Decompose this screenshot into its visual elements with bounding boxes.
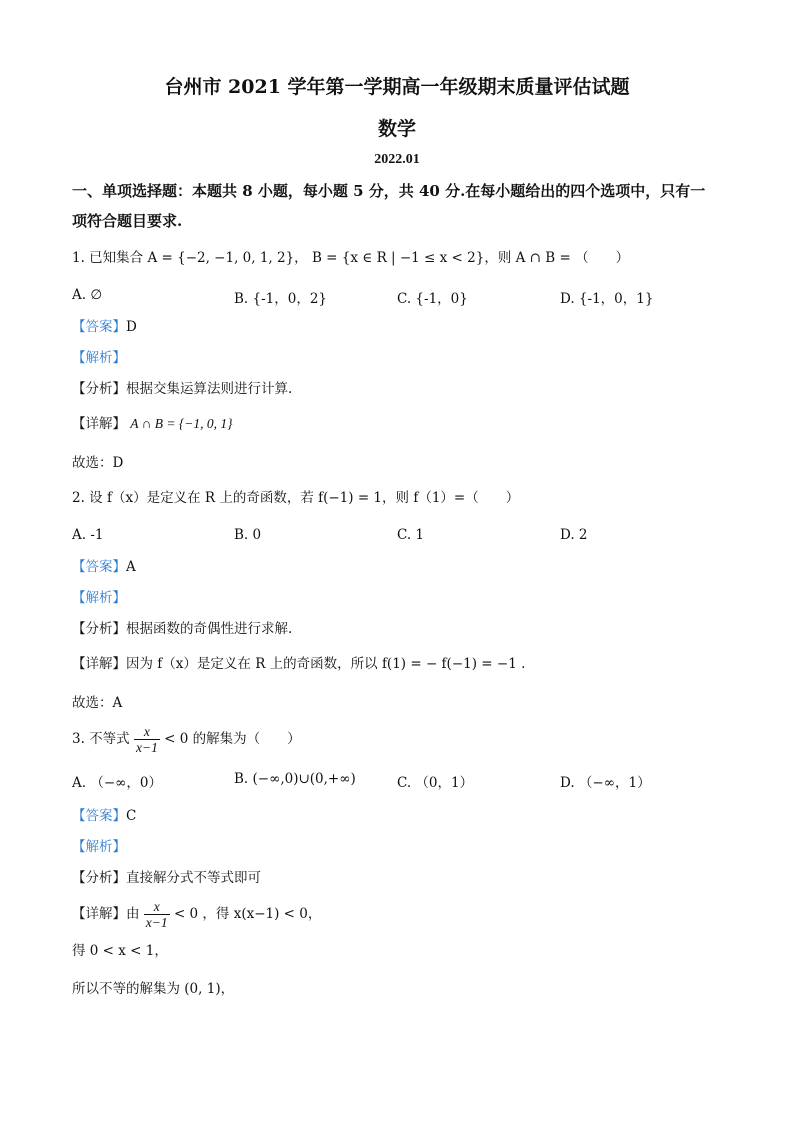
q3-stem	[72, 722, 301, 756]
q2-analysis-tag: 【解析】	[72, 590, 126, 606]
fenxi-text: 根据函数的奇偶性进行求解.	[126, 621, 293, 637]
q3-step3: 所以不等的解集为 (0, 1)，	[72, 981, 235, 997]
fenxi-text: 根据交集运算法则进行计算.	[126, 381, 293, 397]
detail-text: 因为 f（x）是定义在 R 上的奇函数，所以 f(1) = − f(−1) = −1 .	[126, 656, 526, 672]
q1-conclusion: 故选：D	[72, 455, 124, 471]
detail-suffix: < 0 ，得 x(x−1) < 0，	[173, 906, 322, 922]
q2-option-d: D. 2	[560, 527, 588, 543]
q2-option-c: C. 1	[397, 527, 425, 543]
q3-fenxi	[72, 868, 261, 888]
subject-title: 数学	[377, 118, 416, 140]
q3-option-c: C. （0，1）	[397, 775, 474, 791]
q3-analysis-tag: 【解析】	[72, 839, 126, 855]
q1-detail	[72, 414, 233, 434]
q2-detail	[72, 654, 525, 674]
fenxi-tag: 【分析】	[72, 870, 126, 886]
q3-option-a: A. （−∞，0）	[72, 775, 162, 791]
detail-tag: 【详解】	[72, 416, 126, 432]
answer-value: A	[126, 559, 136, 575]
q3-step2: 得 0 < x < 1，	[72, 943, 168, 959]
q3-stem-prefix: 3. 不等式	[72, 731, 130, 747]
q1-option-b: B. {-1，0，2}	[234, 291, 328, 307]
q2-option-a: A. -1	[72, 527, 104, 543]
section-heading: 一、单项选择题：本题共 8 小题，每小题 5 分，共 40 分.在每小题给出的四个选项中，只有一	[72, 182, 706, 200]
q3-detail-fraction	[144, 899, 170, 930]
q2-fenxi	[72, 619, 292, 639]
fraction-denominator: x−1	[135, 740, 158, 755]
q2-answer	[72, 557, 136, 577]
q1-option-c: C. {-1，0}	[397, 291, 468, 307]
q1-analysis-tag: 【解析】	[72, 350, 126, 366]
answer-tag: 【答案】	[72, 808, 126, 824]
q2-stem: 2. 设 f（x）是定义在 R 上的奇函数，若 f(−1) = 1，则 f（1）=（ ）	[72, 490, 520, 506]
fraction-denominator: x−1	[145, 915, 168, 930]
detail-prefix: 由	[126, 906, 140, 922]
q1-option-d: D. {-1，0，1}	[560, 291, 654, 307]
answer-value: C	[126, 808, 137, 824]
answer-tag: 【答案】	[72, 559, 126, 575]
q1-answer	[72, 317, 137, 337]
q3-answer	[72, 806, 136, 826]
answer-value: D	[126, 319, 137, 335]
fenxi-text: 直接解分式不等式即可	[126, 870, 261, 886]
fraction-numerator: x	[144, 899, 170, 915]
exam-title: 台州市 2021 学年第一学期高一年级期末质量评估试题	[164, 76, 630, 98]
q1-option-a: A. ∅	[72, 287, 103, 303]
fenxi-tag: 【分析】	[72, 621, 126, 637]
fenxi-tag: 【分析】	[72, 381, 126, 397]
detail-text: A ∩ B = {−1, 0, 1}	[130, 416, 233, 431]
q3-option-b: B. (−∞,0)∪(0,+∞)	[234, 771, 356, 787]
q3-fraction	[134, 724, 160, 755]
exam-date: 2022.01	[374, 152, 420, 167]
detail-tag: 【详解】	[72, 656, 126, 672]
q2-option-b: B. 0	[234, 527, 262, 543]
q3-option-d: D. （−∞，1）	[560, 775, 651, 791]
fraction-numerator: x	[134, 724, 160, 740]
answer-tag: 【答案】	[72, 319, 126, 335]
q2-conclusion: 故选：A	[72, 695, 123, 711]
q1-stem: 1. 已知集合 A = {−2, −1, 0, 1, 2}， B = {x ∈ R | −1 ≤ x < 2}，则 A ∩ B = （ ）	[72, 250, 630, 266]
detail-tag: 【详解】	[72, 906, 126, 922]
q3-detail	[72, 897, 321, 931]
q1-fenxi	[72, 379, 292, 399]
q3-stem-suffix: < 0 的解集为（ ）	[164, 731, 301, 747]
section-heading-cont: 项符合题目要求.	[72, 212, 183, 230]
